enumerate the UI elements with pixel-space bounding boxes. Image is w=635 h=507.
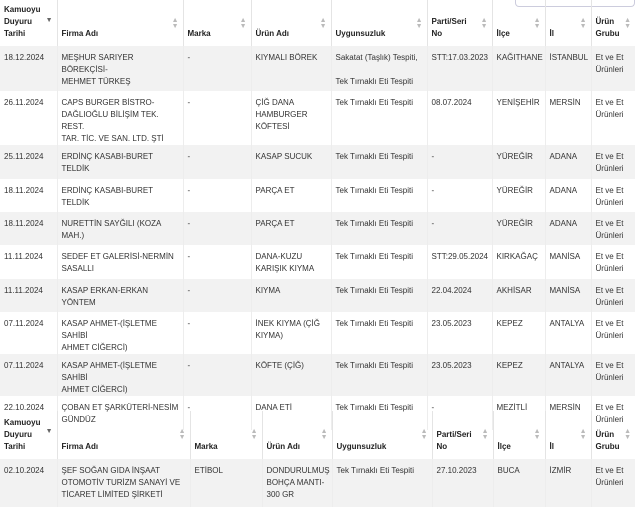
table-row[interactable] [0,91,635,145]
cell-group [591,212,635,245]
column-header-brand[interactable] [190,411,262,459]
column-header-date[interactable] [0,0,57,46]
cell-issue [331,245,427,279]
column-header-batch[interactable] [427,0,492,46]
column-header-label [62,28,173,40]
sort-arrows-icon[interactable]: ▲ ▼ [481,428,489,441]
table-row[interactable] [0,145,635,179]
column-header-group[interactable] [591,0,635,46]
cell-product [251,312,331,354]
cell-text-line: 300 GR [266,490,295,499]
header-text-line: İl [549,29,554,38]
cell-firm [57,354,183,396]
cell-district: KEPEZ [492,354,545,396]
sort-arrows-icon[interactable]: ▲ ▼ [533,17,541,30]
cell-text-line: OTOMOTİV TURİZM SANAYİ VE [61,478,181,487]
header-text-line: Duyuru [4,17,32,26]
column-header-label [550,28,581,40]
table-row[interactable] [0,46,635,91]
cell-text-line: Tek Tırnaklı Eti Tespiti [335,403,414,412]
cell-date: 18.12.2024 [4,53,45,62]
cell-text-line: ÇİĞ DANA [255,98,295,107]
column-header-label [337,441,422,453]
column-header-label [596,429,626,453]
cell-text-line: Et ve Et [595,361,624,370]
cell-district: YÜREĞİR [492,145,545,179]
cell-text-line: Ürünleri [595,298,624,307]
sort-arrows-icon[interactable]: ▲ ▼ [533,428,541,441]
sort-arrows-icon[interactable]: ▲ ▼ [239,17,247,30]
cell-date: 26.11.2024 [4,98,44,107]
cell-date: 11.11.2024 [4,252,43,261]
cell-text-line: PARÇA ET [255,186,295,195]
cell-province: MERSİN [545,91,591,145]
cell-product [251,179,331,212]
column-header-label [4,417,47,453]
sort-arrows-icon[interactable]: ▲ ▼ [250,428,258,441]
table-row[interactable] [0,459,635,507]
cell-batch: 23.05.2023 [427,312,492,354]
sort-arrows-icon[interactable]: ▲ ▼ [624,17,631,30]
cell-text-line: Et ve Et [595,186,624,195]
cell-firm [57,245,183,279]
cell-group [591,91,635,145]
cell-product [262,459,332,507]
column-header-label [4,4,47,40]
cell-text-line: Ürünleri [595,110,624,119]
cell-firm [57,312,183,354]
cell-district: BUCA [493,459,545,507]
cell-text-line: KIYMA [255,286,281,295]
cell-district: KEPEZ [492,312,545,354]
sort-arrows-icon[interactable]: ▲ ▼ [480,17,488,30]
cell-date: 18.11.2024 [4,186,44,195]
header-text-line: Ürün [595,430,615,439]
cell-batch: - [427,179,492,212]
sort-arrows-icon[interactable]: ▲ ▼ [319,17,327,30]
cell-text-line: DONDURULMUŞ [266,466,330,475]
column-header-issue[interactable] [331,0,427,46]
cell-group [591,459,635,507]
cell-text-line: Ürünleri [595,264,624,273]
cell-brand: - [183,212,251,245]
cell-text-line [336,64,423,76]
header-text-line: Kamuoyu [4,418,41,427]
cell-district: YÜREĞİR [492,179,545,212]
cell-brand: ETİBOL [190,459,262,507]
cell-text-line: Et ve Et [595,319,624,328]
cell-text-line: Et ve Et [595,252,624,261]
cell-text-line: Ürünleri [595,164,624,173]
cell-text-line: Et ve Et [595,286,624,295]
cell-firm [57,459,190,507]
cell-brand: - [183,245,251,279]
table-row[interactable] [0,279,635,312]
column-header-date[interactable] [0,411,57,459]
header-text-line: Uygunsuzluk [335,29,386,38]
cell-district: KIRKAĞAÇ [492,245,545,279]
cell-product [251,212,331,245]
cell-district: AKHİSAR [492,279,545,312]
column-header-label [498,441,535,453]
cell-text-line: Tek Tırnaklı Eti Tespiti [335,219,414,228]
header-text-line: Tarihi [4,29,26,38]
cell-batch: - [427,145,492,179]
cell-issue [331,279,427,312]
column-header-product[interactable] [251,0,331,46]
sort-arrows-icon[interactable]: ▲ ▼ [320,428,328,441]
cell-group [591,354,635,396]
cell-text-line: Et ve Et [595,219,624,228]
header-text-line: İlçe [497,442,511,451]
sort-arrows-icon[interactable]: ▲ ▼ [178,428,186,441]
sort-arrows-icon[interactable]: ▲ ▼ [624,428,631,441]
cell-brand: - [183,145,251,179]
cell-firm [57,91,183,145]
cell-text-line: ERDİNÇ KASABI-BURET TELDİK [61,152,153,173]
cell-text-line: Sakatat (Taşlık) Tespiti, [335,53,418,62]
cell-text-line: NURETTİN SAYĞILI (KOZA [61,219,162,228]
cell-text-line: AHMET CİĞERCİ) [61,343,128,352]
cell-text-line: Et ve Et [595,53,624,62]
column-header-district[interactable] [493,411,545,459]
column-header-label [497,28,535,40]
recall-table-repeat-header [0,411,635,507]
cell-date: 07.11.2024 [4,319,44,328]
cell-text-line: KASAP AHMET-(İŞLETME SAHİBİ [61,361,157,382]
cell-date: 02.10.2024 [4,466,45,475]
cell-text-line: MAH.) [61,231,85,240]
cell-text-line: Tek Tırnaklı Eti Tespiti [335,77,414,86]
cell-province: ADANA [545,212,591,245]
column-header-province[interactable] [545,411,591,459]
sort-arrows-icon[interactable]: ▼ [45,428,53,435]
cell-text-line: Ürünleri [595,231,624,240]
cell-issue [331,46,427,91]
cell-province: ADANA [545,145,591,179]
header-text-line: Ürün Adı [255,29,289,38]
cell-brand: - [183,91,251,145]
cell-text-line: BOHÇA MANTI- [266,478,325,487]
cell-text-line: Tek Tırnaklı Eti Tespiti [336,466,415,475]
cell-batch: STT:17.03.2023 [427,46,492,91]
cell-product [251,145,331,179]
cell-issue [331,354,427,396]
table-row[interactable] [0,312,635,354]
cell-date: 11.11.2024 [4,286,43,295]
column-header-district[interactable] [492,0,545,46]
column-header-label [437,429,483,453]
cell-brand: - [183,312,251,354]
cell-text-line: Tek Tırnaklı Eti Tespiti [335,98,414,107]
cell-issue [332,459,432,507]
column-header-label [62,441,180,453]
header-text-line: Duyuru [4,430,32,439]
cell-text-line: Et ve Et [595,466,624,475]
cell-group [591,312,635,354]
cell-text-line: Ürünleri [595,373,624,382]
sort-arrows-icon[interactable]: ▼ [45,17,53,24]
cell-brand: - [183,179,251,212]
cell-text-line: Tek Tırnaklı Eti Tespiti [335,361,414,370]
column-header-label [550,441,581,453]
sort-arrows-icon[interactable]: ▲ ▼ [171,17,179,30]
cell-text-line: İNEK KIYMA (ÇİĞ [255,319,320,328]
header-text-line: Tarihi [4,442,26,451]
cell-text-line: TAR. TİC. VE SAN. LTD. ŞTİ [61,134,164,143]
column-header-firm[interactable] [57,0,183,46]
cell-text-line: Tek Tırnaklı Eti Tespiti [335,186,414,195]
header-text-line: Grubu [595,442,620,451]
cell-firm [57,212,183,245]
cell-text-line: GÜNDÜZ [61,415,96,424]
column-header-label [432,16,482,40]
cell-province: ANTALYA [545,312,591,354]
cell-batch: 22.04.2024 [427,279,492,312]
cell-text-line: KIYMA) [255,331,284,340]
column-header-label [188,28,241,40]
cell-text-line: KASAP AHMET-(İŞLETME SAHİBİ [61,319,157,340]
cell-brand: - [183,279,251,312]
cell-text-line: ÇOBAN ET ŞARKÜTERİ-NESİM [61,403,179,412]
cell-text-line: AHMET CİĞERCİ) [61,385,128,394]
cell-product [251,91,331,145]
cell-group [591,279,635,312]
cell-text-line: SASALLI [61,264,94,273]
cell-text-line: KASAP ERKAN-ERKAN YÖNTEM [61,286,149,307]
column-header-label [256,28,321,40]
cell-text-line: Tek Tırnaklı Eti Tespiti [335,286,414,295]
cell-district: KAĞITHANE [492,46,545,91]
cell-text-line: DANA-KUZU [255,252,303,261]
cell-province: MANİSA [545,245,591,279]
cell-text-line: Ürünleri [595,331,624,340]
cell-text-line: KARIŞIK KIYMA [255,264,315,273]
cell-firm [57,179,183,212]
cell-group [591,245,635,279]
cell-brand: - [183,46,251,91]
cell-date: 18.11.2024 [4,219,44,228]
header-text-line: Firma Adı [61,29,99,38]
cell-text-line: ERDİNÇ KASABI-BURET TELDİK [61,186,153,207]
cell-issue [331,312,427,354]
header-text-line: Ürün Adı [266,442,300,451]
column-header-issue[interactable] [332,411,432,459]
cell-issue [331,212,427,245]
cell-text-line: DANA ETİ [255,403,292,412]
cell-text-line: DAĞLIOĞLU BİLİŞİM TEK. REST. [61,110,159,131]
column-header-label [267,441,322,453]
cell-text-line: Tek Tırnaklı Eti Tespiti [335,152,414,161]
column-header-label [195,441,252,453]
cell-batch: STT:29.05.2024 [427,245,492,279]
cell-batch: 08.07.2024 [427,91,492,145]
header-row [0,0,635,46]
cell-province: ADANA [545,179,591,212]
cell-district: MEZİTLİ [492,396,545,430]
column-header-product[interactable] [262,411,332,459]
cell-province: ANTALYA [545,354,591,396]
header-text-line: Ürün [595,17,615,26]
cell-text-line: KASAP SUCUK [255,152,313,161]
cell-brand: - [183,354,251,396]
cell-brand: - [183,396,251,430]
cell-district: YENİŞEHİR [492,91,545,145]
cell-text-line: Et ve Et [595,403,624,412]
column-header-label [596,16,626,40]
cell-product [251,354,331,396]
cell-text-line: Tek Tırnaklı Eti Tespiti [335,252,414,261]
cell-text-line: HAMBURGER [255,110,308,119]
cell-text-line: Ürünleri [595,478,624,487]
cell-text-line: Et ve Et [595,98,624,107]
cell-text-line: MEŞHUR SARIYER BÖREKÇİSİ- [61,53,134,74]
cell-text-line: ŞEF SOĞAN GIDA İNŞAAT [61,466,161,475]
cell-text-line: KÖFTESİ [255,122,290,131]
header-text-line: Marka [194,442,218,451]
header-text-line: No [431,29,443,38]
cell-product [251,279,331,312]
sort-arrows-icon[interactable]: ▲ ▼ [420,428,428,441]
cell-product [251,245,331,279]
cell-province: MERSİN [545,396,591,430]
table-row[interactable] [0,354,635,396]
header-text-line: Firma Adı [61,442,99,451]
cell-text-line: TİCARET LİMİTED ŞİRKETİ [61,490,163,499]
cell-date: 07.11.2024 [4,361,44,370]
header-text-line: Kamuoyu [4,5,41,14]
cell-province: İZMİR [545,459,591,507]
cell-batch: - [427,396,492,430]
table-row[interactable] [0,245,635,279]
header-text-line: No [436,442,448,451]
cell-issue [331,91,427,145]
column-header-group[interactable] [591,411,635,459]
cell-group [591,46,635,91]
sort-arrows-icon[interactable]: ▲ ▼ [579,428,587,441]
cell-province: MANİSA [545,279,591,312]
cell-province: İSTANBUL [545,46,591,91]
cell-text-line: KÖFTE (ÇİĞ) [255,361,304,370]
cell-text-line: KIYMALI BÖREK [255,53,318,62]
column-header-province[interactable] [545,0,591,46]
cell-date: 22.10.2024 [4,403,45,412]
header-text-line: İl [549,442,554,451]
cell-text-line: MEHMET TÜRKEŞ [61,77,131,86]
sort-arrows-icon[interactable]: ▲ ▼ [415,17,423,30]
cell-text-line: Ürünleri [595,198,624,207]
column-header-firm[interactable] [57,411,190,459]
cell-firm [57,279,183,312]
cell-firm [57,145,183,179]
cell-text-line: PARÇA ET [255,219,295,228]
cell-product [251,46,331,91]
cell-batch: 27.10.2023 [432,459,493,507]
column-header-label [336,28,417,40]
column-header-batch[interactable] [432,411,493,459]
sort-arrows-icon[interactable]: ▲ ▼ [579,17,587,30]
cell-group [591,179,635,212]
header-row [0,411,635,459]
cell-text-line: Et ve Et [595,152,624,161]
cell-issue [331,145,427,179]
cell-text-line: Tek Tırnaklı Eti Tespiti [335,319,414,328]
cell-text-line: Ürünleri [595,65,624,74]
cell-text-line: CAPS BURGER BİSTRO- [61,98,155,107]
table-row[interactable] [0,179,635,212]
cell-firm [57,46,183,91]
header-text-line: Grubu [595,29,620,38]
cell-date: 25.11.2024 [4,152,44,161]
header-text-line: Parti/Seri [431,17,467,26]
header-text-line: Uygunsuzluk [336,442,387,451]
cell-group [591,145,635,179]
cell-issue [331,179,427,212]
cell-text-line: Ürünleri [595,415,624,424]
cell-district: YÜREĞİR [492,212,545,245]
column-header-brand[interactable] [183,0,251,46]
cell-batch: - [427,212,492,245]
header-text-line: Parti/Seri [436,430,472,439]
cell-text-line: SEDEF ET GALERİSİ-NERMİN [61,252,174,261]
header-text-line: İlçe [496,29,510,38]
table-row[interactable] [0,212,635,245]
header-text-line: Marka [187,29,211,38]
cell-batch: 23.05.2023 [427,354,492,396]
